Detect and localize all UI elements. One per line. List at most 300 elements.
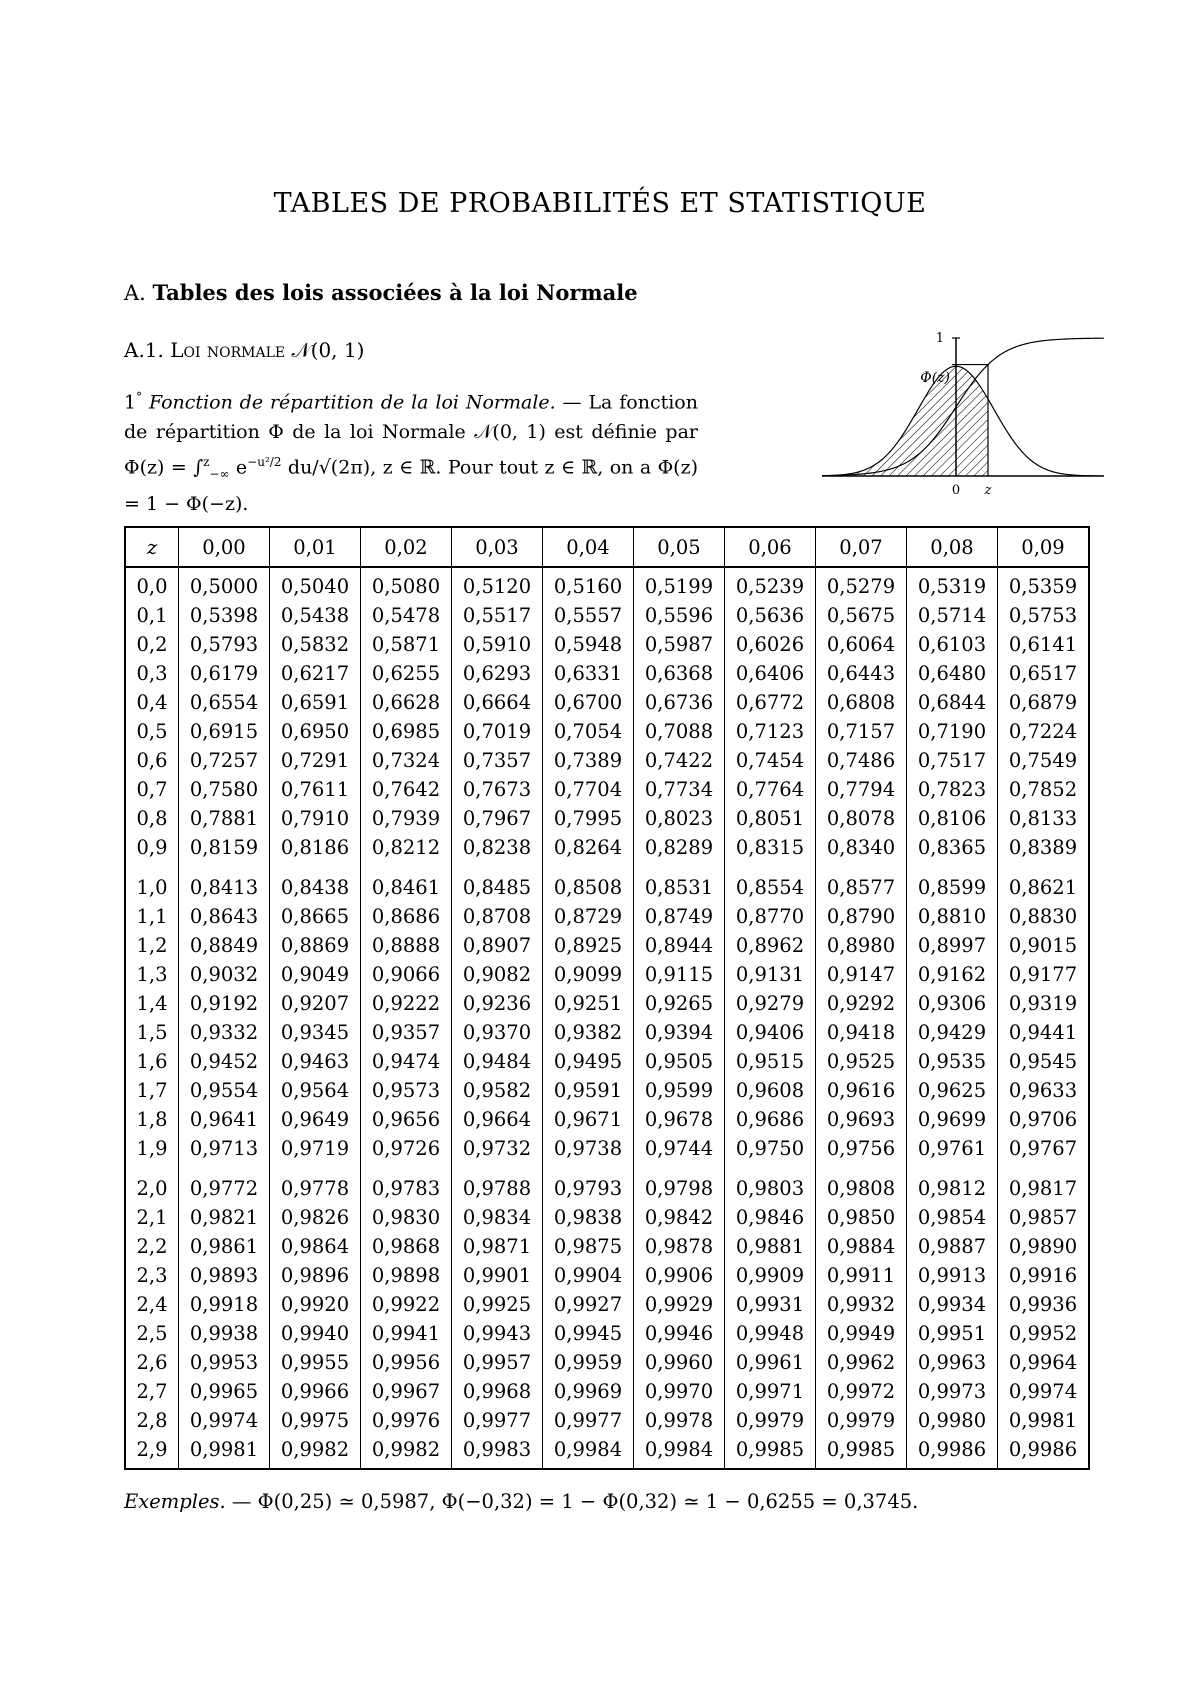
table-cell: 0,9783 [361, 1163, 452, 1203]
table-row [125, 1134, 1089, 1163]
table-cell: 0,9406 [725, 1018, 816, 1047]
intro-paragraph [124, 382, 698, 519]
table-cell: 0,8907 [452, 931, 543, 960]
table-cell: 0,9345 [270, 1018, 361, 1047]
table-cell: 0,9976 [361, 1406, 452, 1435]
table-cell: 0,8106 [907, 804, 998, 833]
table-row [125, 931, 1089, 960]
table-cell: 0,9821 [179, 1203, 270, 1232]
normal-distribution-table [124, 526, 1090, 1470]
table-cell: 0,9857 [998, 1203, 1090, 1232]
table-cell: 0,9864 [270, 1232, 361, 1261]
table-header-col: 0,09 [998, 527, 1090, 567]
subsection-symbol: 𝒩(0, 1) [291, 338, 365, 362]
table-cell: 0,9887 [907, 1232, 998, 1261]
table-cell: 0,9979 [725, 1406, 816, 1435]
subsection-number: A.1. [124, 338, 164, 362]
table-cell: 0,6808 [816, 688, 907, 717]
table-cell: 0,9977 [452, 1406, 543, 1435]
table-cell: 0,9564 [270, 1076, 361, 1105]
table-cell: 0,7054 [543, 717, 634, 746]
table-cell: 0,9177 [998, 960, 1090, 989]
table-cell: 0,7291 [270, 746, 361, 775]
table-cell: 0,5478 [361, 601, 452, 630]
table-cell: 0,9131 [725, 960, 816, 989]
table-cell: 0,9222 [361, 989, 452, 1018]
table-cell: 0,6103 [907, 630, 998, 659]
table-cell: 0,8389 [998, 833, 1090, 862]
row-z-label: 1,5 [125, 1018, 179, 1047]
table-row [125, 1319, 1089, 1348]
table-cell: 0,9370 [452, 1018, 543, 1047]
table-cell: 0,9871 [452, 1232, 543, 1261]
table-cell: 0,5120 [452, 567, 543, 601]
table-cell: 0,8790 [816, 902, 907, 931]
table-cell: 0,7549 [998, 746, 1090, 775]
table-cell: 0,9066 [361, 960, 452, 989]
table-header-col: 0,05 [634, 527, 725, 567]
table-row [125, 567, 1089, 601]
table-cell: 0,8997 [907, 931, 998, 960]
intro-italic-title: Fonction de répartition de la loi Normale. [148, 391, 556, 414]
table-row [125, 1348, 1089, 1377]
row-z-label: 0,1 [125, 601, 179, 630]
table-header-col: 0,07 [816, 527, 907, 567]
table-cell: 0,6950 [270, 717, 361, 746]
document-title: TABLES DE PROBABILITÉS ET STATISTIQUE [273, 188, 927, 219]
table-cell: 0,9192 [179, 989, 270, 1018]
table-cell: 0,9911 [816, 1261, 907, 1290]
table-cell: 0,9664 [452, 1105, 543, 1134]
intro-formula-lhs: Φ(z) = ∫ [124, 456, 204, 479]
table-cell: 0,6480 [907, 659, 998, 688]
table-cell: 0,9846 [725, 1203, 816, 1232]
table-cell: 0,7580 [179, 775, 270, 804]
table-cell: 0,9099 [543, 960, 634, 989]
table-cell: 0,9015 [998, 931, 1090, 960]
table-cell: 0,9744 [634, 1134, 725, 1163]
table-cell: 0,9974 [179, 1406, 270, 1435]
table-cell: 0,7257 [179, 746, 270, 775]
table-cell: 0,5398 [179, 601, 270, 630]
table-cell: 0,6064 [816, 630, 907, 659]
table-cell: 0,9977 [543, 1406, 634, 1435]
table-header-row [125, 527, 1089, 567]
table-cell: 0,5753 [998, 601, 1090, 630]
row-z-label: 0,8 [125, 804, 179, 833]
table-cell: 0,9929 [634, 1290, 725, 1319]
table-cell: 0,9986 [998, 1435, 1090, 1469]
table-cell: 0,9936 [998, 1290, 1090, 1319]
table-row [125, 1047, 1089, 1076]
row-z-label: 2,5 [125, 1319, 179, 1348]
table-cell: 0,9382 [543, 1018, 634, 1047]
table-cell: 0,8531 [634, 862, 725, 902]
table-cell: 0,9962 [816, 1348, 907, 1377]
table-cell: 0,8980 [816, 931, 907, 960]
table-cell: 0,9922 [361, 1290, 452, 1319]
table-cell: 0,5517 [452, 601, 543, 630]
table-cell: 0,5239 [725, 567, 816, 601]
table-cell: 0,8577 [816, 862, 907, 902]
table-cell: 0,9738 [543, 1134, 634, 1163]
table-cell: 0,8749 [634, 902, 725, 931]
table-cell: 0,9082 [452, 960, 543, 989]
table-cell: 0,8830 [998, 902, 1090, 931]
table-cell: 0,8770 [725, 902, 816, 931]
table-cell: 0,8461 [361, 862, 452, 902]
table-cell: 0,9608 [725, 1076, 816, 1105]
table-cell: 0,8159 [179, 833, 270, 862]
table-cell: 0,9599 [634, 1076, 725, 1105]
table-cell: 0,9505 [634, 1047, 725, 1076]
table-cell: 0,9761 [907, 1134, 998, 1163]
table-cell: 0,9875 [543, 1232, 634, 1261]
table-cell: 0,9429 [907, 1018, 998, 1047]
table-cell: 0,8621 [998, 862, 1090, 902]
table-cell: 0,6664 [452, 688, 543, 717]
table-cell: 0,9946 [634, 1319, 725, 1348]
table-cell: 0,9983 [452, 1435, 543, 1469]
row-z-label: 1,6 [125, 1047, 179, 1076]
table-cell: 0,9941 [361, 1319, 452, 1348]
table-cell: 0,6141 [998, 630, 1090, 659]
table-cell: 0,6179 [179, 659, 270, 688]
table-cell: 0,8810 [907, 902, 998, 931]
row-z-label: 2,0 [125, 1163, 179, 1203]
section-heading [124, 280, 638, 305]
table-cell: 0,9049 [270, 960, 361, 989]
table-cell: 0,9881 [725, 1232, 816, 1261]
table-cell: 0,9732 [452, 1134, 543, 1163]
table-cell: 0,9945 [543, 1319, 634, 1348]
subsection-heading [124, 338, 364, 362]
table-cell: 0,9975 [270, 1406, 361, 1435]
table-cell: 0,8944 [634, 931, 725, 960]
table-cell: 0,9909 [725, 1261, 816, 1290]
table-cell: 0,5793 [179, 630, 270, 659]
table-cell: 0,5040 [270, 567, 361, 601]
examples-label: Exemples. [124, 1490, 226, 1513]
table-row [125, 1105, 1089, 1134]
table-cell: 0,9515 [725, 1047, 816, 1076]
table-cell: 0,9904 [543, 1261, 634, 1290]
table-cell: 0,5080 [361, 567, 452, 601]
table-cell: 0,9625 [907, 1076, 998, 1105]
table-cell: 0,9959 [543, 1348, 634, 1377]
table-cell: 0,9982 [361, 1435, 452, 1469]
table-cell: 0,8888 [361, 931, 452, 960]
table-row [125, 804, 1089, 833]
table-cell: 0,6406 [725, 659, 816, 688]
table-cell: 0,6915 [179, 717, 270, 746]
table-cell: 0,9850 [816, 1203, 907, 1232]
intro-formula-exp-base: e [229, 456, 248, 479]
table-cell: 0,7995 [543, 804, 634, 833]
table-cell: 0,7852 [998, 775, 1090, 804]
table-cell: 0,9826 [270, 1203, 361, 1232]
table-cell: 0,9633 [998, 1076, 1090, 1105]
label-zero: 0 [951, 483, 961, 498]
table-row [125, 1435, 1089, 1469]
table-cell: 0,8186 [270, 833, 361, 862]
table-cell: 0,5199 [634, 567, 725, 601]
table-cell: 0,9953 [179, 1348, 270, 1377]
table-cell: 0,9713 [179, 1134, 270, 1163]
table-cell: 0,9985 [725, 1435, 816, 1469]
table-cell: 0,8962 [725, 931, 816, 960]
table-cell: 0,9965 [179, 1377, 270, 1406]
label-phi-z: Φ(z) [920, 370, 950, 386]
table-cell: 0,9986 [907, 1435, 998, 1469]
row-z-label: 0,4 [125, 688, 179, 717]
intro-formula-rest: du/√(2π), z ∈ ℝ. [281, 456, 442, 479]
row-z-label: 0,2 [125, 630, 179, 659]
table-cell: 0,7764 [725, 775, 816, 804]
table-row [125, 775, 1089, 804]
row-z-label: 2,1 [125, 1203, 179, 1232]
table-cell: 0,9641 [179, 1105, 270, 1134]
intro-int-lower: −∞ [209, 467, 230, 482]
table-cell: 0,8315 [725, 833, 816, 862]
row-z-label: 2,7 [125, 1377, 179, 1406]
table-cell: 0,9896 [270, 1261, 361, 1290]
table-cell: 0,9535 [907, 1047, 998, 1076]
table-cell: 0,7910 [270, 804, 361, 833]
table-cell: 0,9925 [452, 1290, 543, 1319]
table-cell: 0,6217 [270, 659, 361, 688]
table-row [125, 1163, 1089, 1203]
table-row [125, 1290, 1089, 1319]
table-cell: 0,8869 [270, 931, 361, 960]
table-header-col: 0,02 [361, 527, 452, 567]
row-z-label: 2,2 [125, 1232, 179, 1261]
table-row [125, 630, 1089, 659]
table-cell: 0,9984 [543, 1435, 634, 1469]
table-cell: 0,9898 [361, 1261, 452, 1290]
intro-number: 1 [124, 391, 137, 414]
table-cell: 0,7422 [634, 746, 725, 775]
table-cell: 0,6736 [634, 688, 725, 717]
row-z-label: 1,2 [125, 931, 179, 960]
table-cell: 0,9834 [452, 1203, 543, 1232]
table-cell: 0,9265 [634, 989, 725, 1018]
intro-formula-exponent: −u²/2 [247, 455, 282, 470]
table-row [125, 960, 1089, 989]
shaded-area [822, 366, 988, 476]
table-cell: 0,9960 [634, 1348, 725, 1377]
table-cell: 0,6517 [998, 659, 1090, 688]
table-cell: 0,7734 [634, 775, 725, 804]
table-cell: 0,9956 [361, 1348, 452, 1377]
table-cell: 0,5948 [543, 630, 634, 659]
table-cell: 0,8643 [179, 902, 270, 931]
table-row [125, 1261, 1089, 1290]
table-cell: 0,7611 [270, 775, 361, 804]
table-cell: 0,8133 [998, 804, 1090, 833]
table-cell: 0,9207 [270, 989, 361, 1018]
table-cell: 0,9890 [998, 1232, 1090, 1261]
table-cell: 0,5714 [907, 601, 998, 630]
table-cell: 0,9418 [816, 1018, 907, 1047]
row-z-label: 1,9 [125, 1134, 179, 1163]
table-cell: 0,9974 [998, 1377, 1090, 1406]
table-cell: 0,8365 [907, 833, 998, 862]
table-cell: 0,5000 [179, 567, 270, 601]
table-cell: 0,8023 [634, 804, 725, 833]
table-cell: 0,9981 [179, 1435, 270, 1469]
intro-text: La fonction de répartition Φ de la loi Normale 𝒩(0, 1) est définie par [124, 391, 698, 444]
table-cell: 0,9949 [816, 1319, 907, 1348]
table-cell: 0,9918 [179, 1290, 270, 1319]
table-cell: 0,9778 [270, 1163, 361, 1203]
table-row [125, 1018, 1089, 1047]
table-cell: 0,9893 [179, 1261, 270, 1290]
table-body [125, 567, 1089, 1469]
table-cell: 0,9616 [816, 1076, 907, 1105]
table-cell: 0,8413 [179, 862, 270, 902]
table-cell: 0,6879 [998, 688, 1090, 717]
table-cell: 0,6591 [270, 688, 361, 717]
table-row [125, 1377, 1089, 1406]
table-cell: 0,9901 [452, 1261, 543, 1290]
row-z-label: 1,4 [125, 989, 179, 1018]
table-cell: 0,6331 [543, 659, 634, 688]
row-z-label: 1,0 [125, 862, 179, 902]
table-cell: 0,9452 [179, 1047, 270, 1076]
table-cell: 0,9706 [998, 1105, 1090, 1134]
table-cell: 0,9292 [816, 989, 907, 1018]
table-cell: 0,5832 [270, 630, 361, 659]
table-cell: 0,9981 [998, 1406, 1090, 1435]
table-header-col: 0,08 [907, 527, 998, 567]
table-cell: 0,6293 [452, 659, 543, 688]
table-cell: 0,9582 [452, 1076, 543, 1105]
table-cell: 0,9793 [543, 1163, 634, 1203]
table-cell: 0,7642 [361, 775, 452, 804]
table-cell: 0,9963 [907, 1348, 998, 1377]
intro-int-upper: z [203, 455, 210, 470]
table-cell: 0,6772 [725, 688, 816, 717]
table-cell: 0,9693 [816, 1105, 907, 1134]
table-cell: 0,9842 [634, 1203, 725, 1232]
table-cell: 0,9868 [361, 1232, 452, 1261]
table-cell: 0,7019 [452, 717, 543, 746]
table-cell: 0,9788 [452, 1163, 543, 1203]
table-cell: 0,9913 [907, 1261, 998, 1290]
table-cell: 0,6628 [361, 688, 452, 717]
table-cell: 0,7939 [361, 804, 452, 833]
table-cell: 0,7673 [452, 775, 543, 804]
table-cell: 0,5871 [361, 630, 452, 659]
table-cell: 0,9980 [907, 1406, 998, 1435]
table-row [125, 601, 1089, 630]
table-cell: 0,7967 [452, 804, 543, 833]
table-row [125, 862, 1089, 902]
table-cell: 0,9756 [816, 1134, 907, 1163]
table-cell: 0,9554 [179, 1076, 270, 1105]
table-cell: 0,6443 [816, 659, 907, 688]
normal-distribution-figure [818, 326, 1108, 502]
table-cell: 0,9236 [452, 989, 543, 1018]
row-z-label: 0,6 [125, 746, 179, 775]
table-cell: 0,7704 [543, 775, 634, 804]
table-cell: 0,5359 [998, 567, 1090, 601]
table-cell: 0,9854 [907, 1203, 998, 1232]
table-cell: 0,9940 [270, 1319, 361, 1348]
table-cell: 0,9463 [270, 1047, 361, 1076]
table-row [125, 1406, 1089, 1435]
table-cell: 0,5557 [543, 601, 634, 630]
table-cell: 0,7794 [816, 775, 907, 804]
table-cell: 0,9830 [361, 1203, 452, 1232]
table-cell: 0,9817 [998, 1163, 1090, 1203]
table-cell: 0,7454 [725, 746, 816, 775]
table-cell: 0,6026 [725, 630, 816, 659]
table-row [125, 1076, 1089, 1105]
section-title: Tables des lois associées à la loi Normale [152, 280, 638, 305]
table-cell: 0,9951 [907, 1319, 998, 1348]
table-cell: 0,9948 [725, 1319, 816, 1348]
table-cell: 0,7881 [179, 804, 270, 833]
table-cell: 0,8438 [270, 862, 361, 902]
table-cell: 0,7389 [543, 746, 634, 775]
table-header-col: 0,06 [725, 527, 816, 567]
table-cell: 0,8708 [452, 902, 543, 931]
table-cell: 0,9319 [998, 989, 1090, 1018]
table-cell: 0,9964 [998, 1348, 1090, 1377]
subsection-title: Loi normale [170, 338, 286, 362]
table-header-col: 0,00 [179, 527, 270, 567]
table-header-col: 0,01 [270, 527, 361, 567]
table-cell: 0,9979 [816, 1406, 907, 1435]
table-cell: 0,9719 [270, 1134, 361, 1163]
table-cell: 0,8078 [816, 804, 907, 833]
row-z-label: 2,8 [125, 1406, 179, 1435]
table-cell: 0,8665 [270, 902, 361, 931]
table-cell: 0,9699 [907, 1105, 998, 1134]
table-cell: 0,9162 [907, 960, 998, 989]
table-cell: 0,5596 [634, 601, 725, 630]
table-cell: 0,9803 [725, 1163, 816, 1203]
table-cell: 0,9147 [816, 960, 907, 989]
row-z-label: 0,9 [125, 833, 179, 862]
table-cell: 0,7357 [452, 746, 543, 775]
table-cell: 0,9971 [725, 1377, 816, 1406]
table-cell: 0,9943 [452, 1319, 543, 1348]
table-cell: 0,9656 [361, 1105, 452, 1134]
table-cell: 0,8686 [361, 902, 452, 931]
table-cell: 0,9961 [725, 1348, 816, 1377]
table-cell: 0,7324 [361, 746, 452, 775]
table-cell: 0,9726 [361, 1134, 452, 1163]
row-z-label: 1,3 [125, 960, 179, 989]
row-z-label: 0,0 [125, 567, 179, 601]
table-cell: 0,8340 [816, 833, 907, 862]
table-cell: 0,9279 [725, 989, 816, 1018]
row-z-label: 1,8 [125, 1105, 179, 1134]
table-cell: 0,9115 [634, 960, 725, 989]
table-cell: 0,9878 [634, 1232, 725, 1261]
table-cell: 0,5160 [543, 567, 634, 601]
table-row [125, 717, 1089, 746]
table-cell: 0,9838 [543, 1203, 634, 1232]
table-cell: 0,8599 [907, 862, 998, 902]
table-cell: 0,9932 [816, 1290, 907, 1319]
table-header-col: 0,04 [543, 527, 634, 567]
examples-text: — Φ(0,25) ≃ 0,5987, Φ(−0,32) = 1 − Φ(0,32) ≃ 1 − 0,6255 = 0,3745. [225, 1490, 919, 1513]
row-z-label: 0,3 [125, 659, 179, 688]
